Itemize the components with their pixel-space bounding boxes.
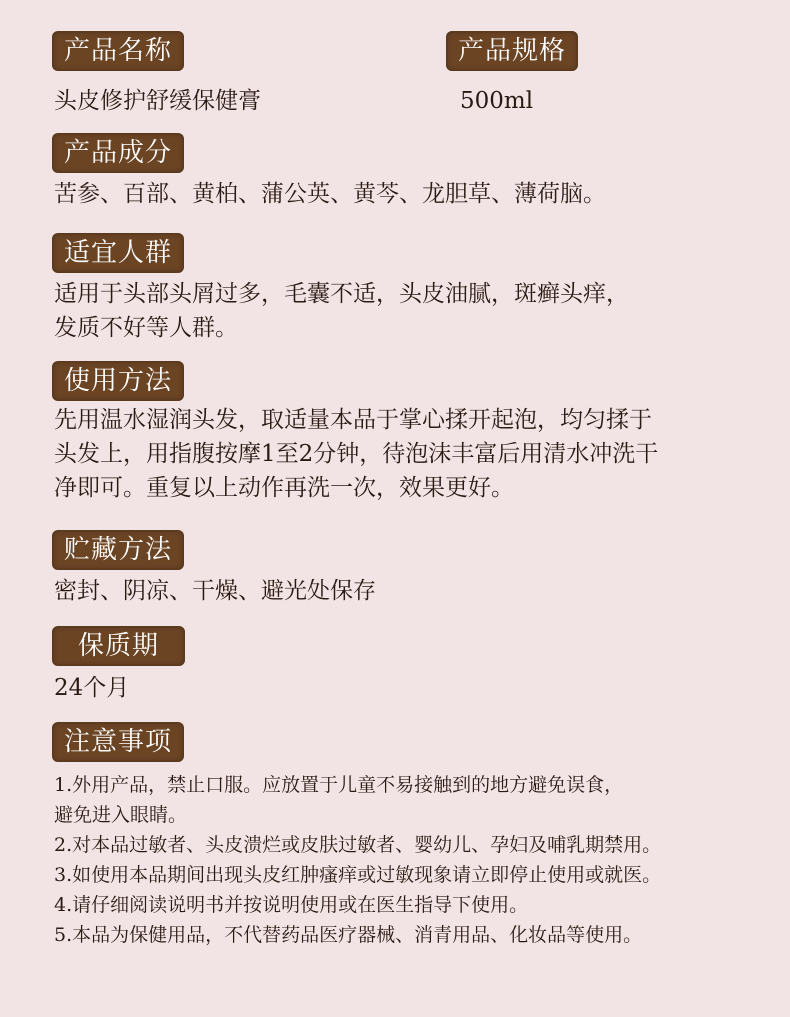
- product-spec-value: 500ml: [460, 88, 534, 114]
- precaution-line-3: 2.对本品过敏者、头皮溃烂或皮肤过敏者、婴幼儿、孕妇及哺乳期禁用。: [54, 834, 662, 856]
- usage-heading: 使用方法: [52, 361, 184, 401]
- ingredients-value: 苦参、百部、黄柏、蒲公英、黄芩、龙胆草、薄荷脑。: [54, 181, 606, 207]
- shelf-life-heading: 保质期: [52, 626, 185, 666]
- precaution-line-6: 5.本品为保健用品，不代替药品医疗器械、消青用品、化妆品等使用。: [54, 924, 643, 946]
- ingredients-heading: 产品成分: [52, 133, 184, 173]
- usage-line-1: 先用温水湿润头发，取适量本品于掌心揉开起泡，均匀揉于: [54, 407, 652, 433]
- product-name-value: 头皮修护舒缓保健膏: [54, 88, 261, 114]
- suitable-people-heading: 适宜人群: [52, 233, 184, 273]
- shelf-life-value: 24个月: [54, 675, 130, 701]
- precaution-line-2: 避免进入眼睛。: [54, 804, 188, 826]
- product-spec-heading: 产品规格: [446, 31, 578, 71]
- suitable-people-line-1: 适用于头部头屑过多，毛囊不适，头皮油腻，斑癣头痒，: [54, 281, 629, 307]
- storage-value: 密封、阴凉、干燥、避光处保存: [54, 578, 376, 604]
- usage-line-3: 净即可。重复以上动作再洗一次，效果更好。: [54, 475, 514, 501]
- product-name-heading: 产品名称: [52, 31, 184, 71]
- precautions-list: [54, 770, 661, 950]
- usage-line-2: 头发上，用指腹按摩1至2分钟，待泡沫丰富后用清水冲洗干: [54, 441, 659, 467]
- precaution-line-4: 3.如使用本品期间出现头皮红肿瘙痒或过敏现象请立即停止使用或就医。: [54, 864, 662, 886]
- precautions-heading: 注意事项: [52, 722, 184, 762]
- precaution-line-5: 4.请仔细阅读说明书并按说明使用或在医生指导下使用。: [54, 894, 529, 916]
- suitable-people-line-2: 发质不好等人群。: [54, 315, 238, 341]
- precaution-line-1: 1.外用产品，禁止口服。应放置于儿童不易接触到的地方避免误食，: [54, 774, 624, 796]
- storage-heading: 贮藏方法: [52, 530, 184, 570]
